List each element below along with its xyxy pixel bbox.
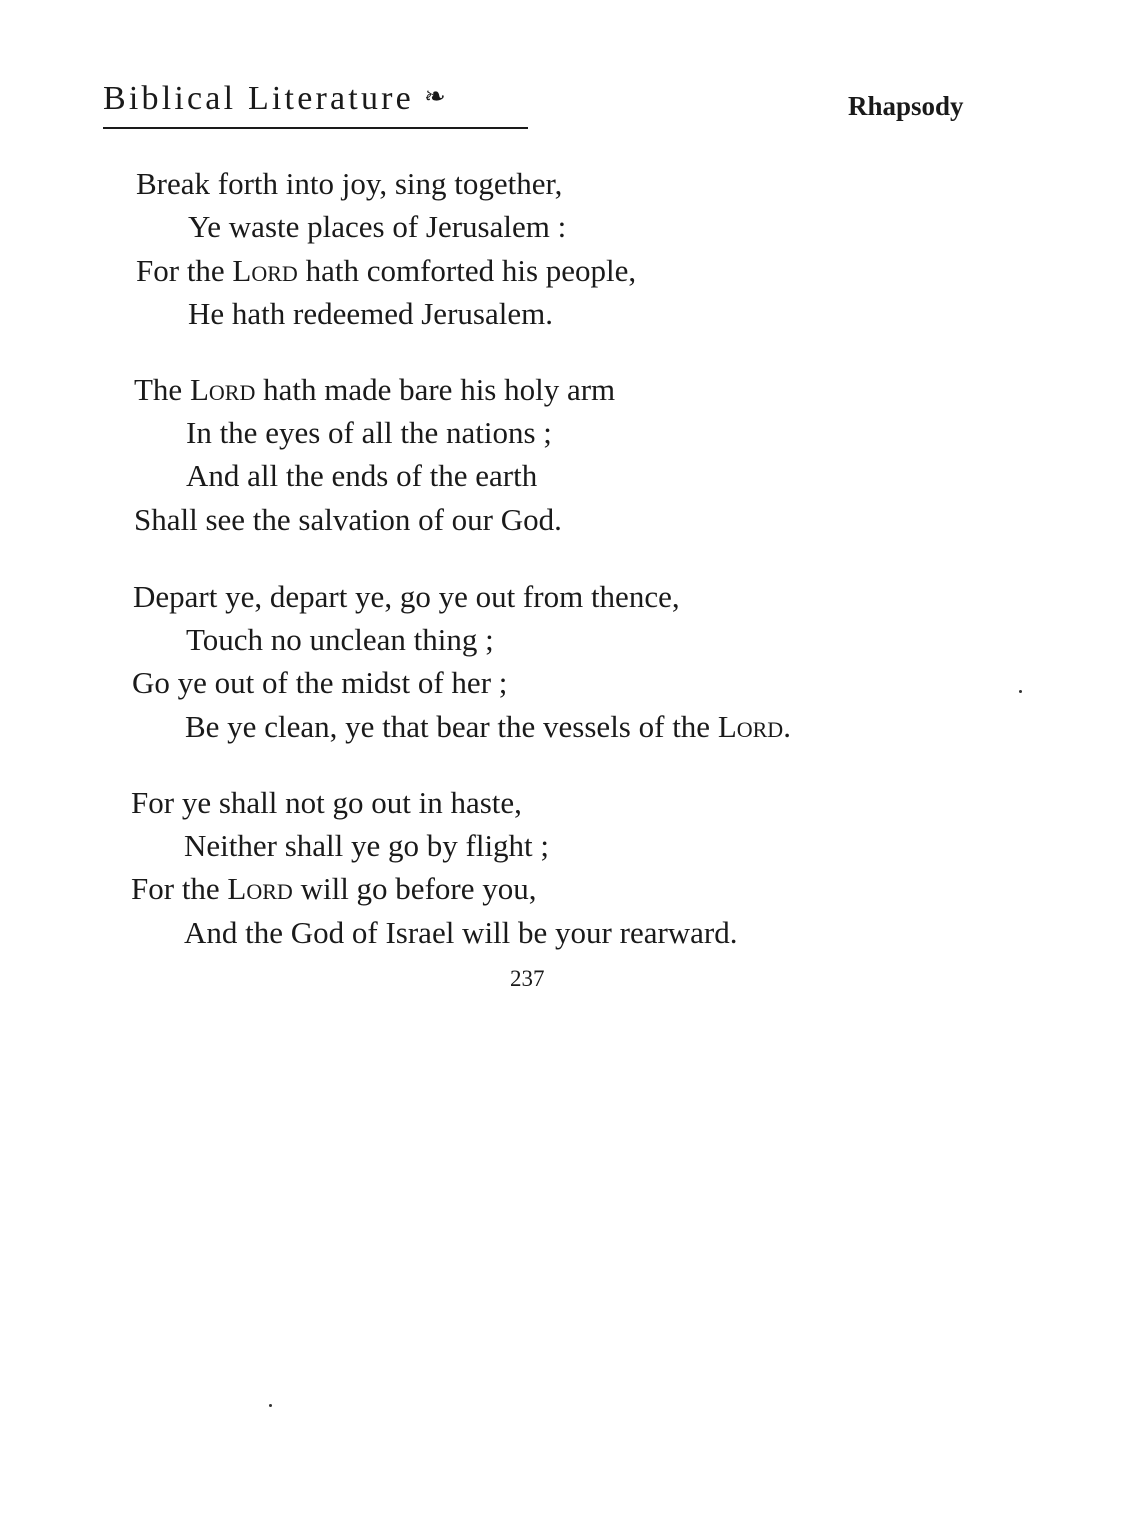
verse-line: The Lord hath made bare his holy arm (134, 372, 616, 407)
verse-line: Ye waste places of Jerusalem : (188, 209, 567, 244)
verse-line: Break forth into joy, sing together, (136, 166, 563, 201)
scan-speck (1019, 690, 1022, 693)
verse-line: In the eyes of all the nations ; (186, 415, 552, 450)
verse-line: And all the ends of the earth (186, 458, 538, 493)
verse-line: Touch no unclean thing ; (186, 622, 494, 657)
verse-line: And the God of Israel will be your rearward. (184, 915, 738, 950)
verse-line: He hath redeemed Jerusalem. (188, 296, 553, 331)
verse-line: For ye shall not go out in haste, (131, 785, 522, 820)
scan-speck (269, 1404, 272, 1407)
page-number: 237 (510, 966, 545, 991)
verse-line: Neither shall ye go by flight ; (184, 828, 550, 863)
verse-line: For the Lord will go before you, (131, 871, 537, 906)
verse-line: Be ye clean, ye that bear the vessels of the Lord. (185, 709, 791, 744)
verse-line: Depart ye, depart ye, go ye out from thence, (133, 579, 680, 614)
header-rule (103, 127, 528, 129)
hand-ornament-icon: ❧ (423, 82, 446, 111)
section-title: Rhapsody (848, 91, 964, 121)
running-title (103, 82, 446, 116)
verse-line: Shall see the salvation of our God. (134, 502, 562, 537)
verse-line: For the Lord hath comforted his people, (136, 253, 637, 288)
verse-line: Go ye out of the midst of her ; (132, 665, 508, 700)
running-title-text: Biblical Literature (103, 80, 414, 117)
